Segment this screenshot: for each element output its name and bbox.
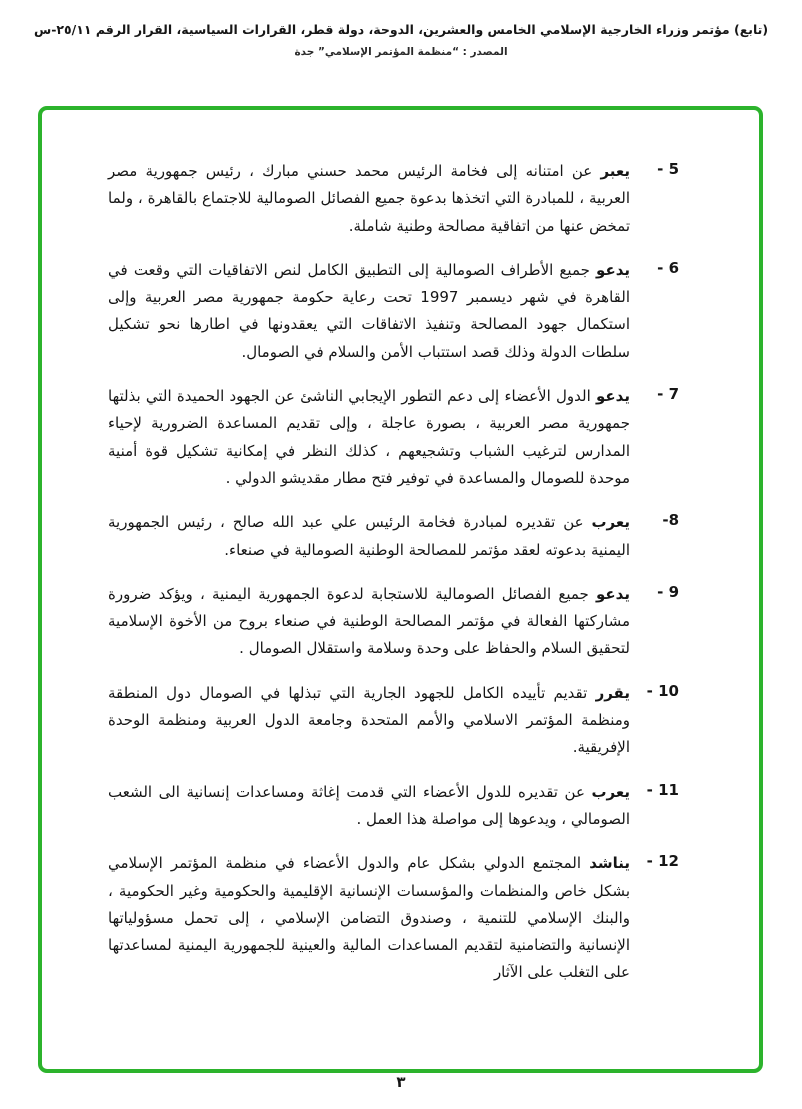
item-number [643, 850, 679, 986]
item-lead-word: يعرب [591, 513, 630, 532]
item-text [108, 680, 630, 762]
item-number [643, 383, 679, 492]
list-item [108, 158, 679, 240]
document-header [0, 22, 802, 58]
item-lead-word: يدعو [596, 584, 630, 603]
header-title-line: (تابع) مؤتمر وزراء الخارجية الإسلامي الخامس والعشرين، الدوحة، دولة قطر، القرارات السياسية، القرار الرقم ٢٥/١١-س [33, 22, 769, 37]
item-text [108, 779, 630, 834]
item-lead-word: يقرر [595, 683, 630, 702]
item-number-value: 9 [668, 582, 679, 601]
list-item [108, 581, 679, 663]
item-number-value: 8 [668, 511, 679, 530]
page-number: ٣ [396, 1073, 406, 1091]
item-text [108, 509, 630, 564]
list-item [108, 257, 679, 366]
item-body-text: عن امتنانه إلى فخامة الرئيس محمد حسني مبارك ، رئيس جمهورية مصر العربية ، للمبادرة التي اتخذها بدعوة جميع الفصائل الصومالية للاجتماع بالقاهرة ، ولما تمخض عنها من اتفاقية مصالحة وطنية شاملة. [108, 162, 630, 235]
item-text [108, 850, 630, 986]
item-number-value: 7 [668, 385, 679, 404]
list-item [108, 779, 679, 834]
item-number [643, 779, 679, 834]
item-lead-word: يدعو [596, 387, 630, 406]
item-number-dash: - [646, 780, 653, 799]
item-number-value: 6 [668, 258, 679, 277]
item-lead-word: يدعو [596, 260, 630, 279]
list-item [108, 509, 679, 564]
item-number-dash: - [657, 385, 664, 404]
item-lead-word: يناشد [589, 854, 630, 873]
item-body-text: الدول الأعضاء إلى دعم التطور الإيجابي الناشئ عن الجهود الحميدة التي بذلتها جمهورية مصر العربية ، بصورة عاجلة ، وإلى تقديم المساعدة الضرورية لإحياء المدارس لترغيب الشباب وتشجيعهم ، كذلك النظر في إمكانية تشكيل قوة أمنية موحدة للصومال والمساعدة في توفير فتح مطار مقديشو الدولي . [108, 387, 630, 487]
item-text [108, 257, 630, 366]
item-body-text: عن تقديره للدول الأعضاء التي قدمت إغاثة ومساعدات إنسانية الى الشعب الصومالي ، ويدعوها إلى مواصلة هذا العمل . [108, 782, 630, 828]
item-number [643, 581, 679, 663]
list-item [108, 850, 679, 986]
item-number-value: 5 [668, 160, 679, 178]
item-number-dash: - [657, 160, 664, 178]
item-body-text: عن تقديره لمبادرة فخامة الرئيس علي عبد الله صالح ، رئيس الجمهورية اليمنية بدعوته لعقد مؤتمر للمصالحة الوطنية الصومالية في صنعاء. [108, 513, 630, 559]
item-lead-word: يعرب [591, 782, 630, 801]
item-number-dash: - [662, 511, 669, 530]
item-number-dash: - [646, 681, 653, 700]
item-lead-word: يعبر [600, 162, 630, 180]
item-number-value: 10 [658, 681, 679, 700]
item-text [108, 158, 630, 240]
list-item [108, 680, 679, 762]
item-number-dash: - [657, 582, 664, 601]
item-body-text: جميع الأطراف الصومالية إلى التطبيق الكامل لنص الاتفاقيات التي وقعت في القاهرة في شهر ديسمبر 1997 تحت رعاية حكومة جمهورية مصر العربية وإلى استكمال جهود المصالحة وتنفيذ الاتفاقات التي يعقدونها في اطارها نحو تشكيل سلطات الدولة وذلك قصد استتباب الأمن والسلام في الصومال. [108, 260, 630, 361]
item-text [108, 581, 630, 663]
content-frame [38, 106, 763, 1073]
item-number-value: 11 [658, 780, 679, 799]
item-number [643, 509, 679, 564]
item-number-value: 12 [658, 852, 679, 871]
item-text [108, 383, 630, 492]
item-number [643, 257, 679, 366]
item-number-dash: - [646, 852, 653, 871]
item-number [643, 680, 679, 762]
item-body-text: المجتمع الدولي بشكل عام والدول الأعضاء في منظمة المؤتمر الإسلامي بشكل خاص والمنظمات والمؤسسات الإنسانية الإقليمية والحكومية وغير الحكومية ، والبنك الإسلامي للتنمية ، وصندوق التضامن الإسلامي ، إلى تحمل مسؤولياتها الإنسانية والتضامنية لتقديم المساعدات المالية والعينية للجمهورية اليمنية لمساعدتها على التغلب على الآثار [108, 854, 630, 982]
item-number-dash: - [657, 258, 664, 277]
item-body-text: جميع الفصائل الصومالية للاستجابة لدعوة الجمهورية اليمنية ، ويؤكد ضرورة مشاركتها الفعالة في مؤتمر المصالحة الوطنية في صنعاء بروح من الأخوة الإسلامية لتحقيق السلام والحفاظ على وحدة وسلامة واستقلال الصومال . [108, 584, 630, 658]
item-body-text: تقديم تأييده الكامل للجهود الجارية التي تبذلها في الصومال دول المنطقة ومنظمة المؤتمر الاسلامي والأمم المتحدة وجامعة الدول العربية ومنظمة الوحدة الإفريقية. [108, 683, 630, 757]
header-source-line: المصدر : “منظمة المؤتمر الإسلامي” جدة [294, 46, 508, 58]
item-number [643, 158, 679, 240]
list-item [108, 383, 679, 492]
